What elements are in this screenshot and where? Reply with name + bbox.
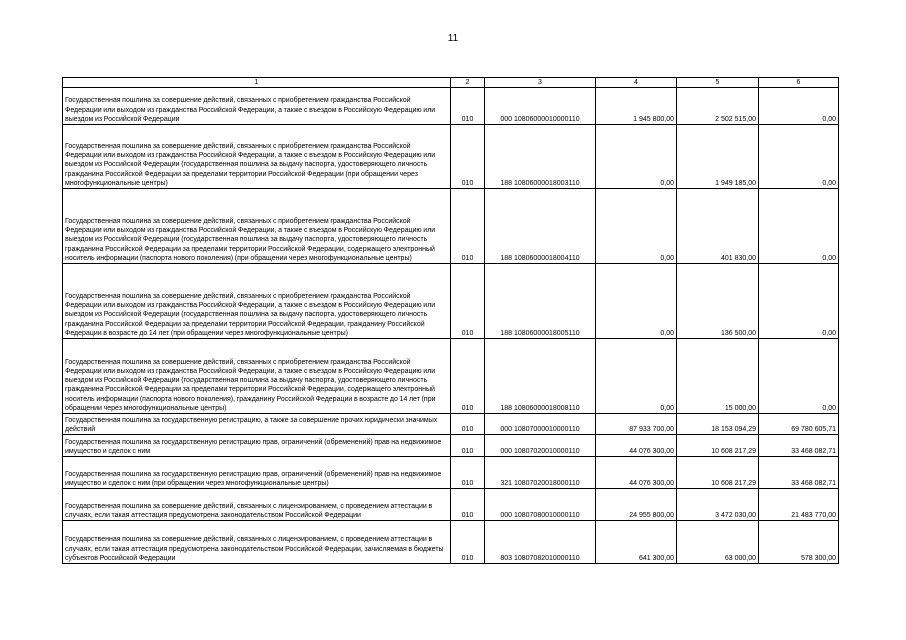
row-description bbox=[63, 189, 451, 264]
row-value-col5: 10 608 217,29 bbox=[677, 457, 759, 489]
row-value-col4: 0,00 bbox=[596, 339, 677, 414]
row-description-text: Государственная пошлина за государственную регистрацию, а также за совершение прочих юридически значимых действий bbox=[65, 416, 438, 433]
report-table bbox=[62, 77, 839, 564]
row-line-code: 010 bbox=[451, 264, 485, 339]
row-description bbox=[63, 264, 451, 339]
row-description-text: Государственная пошлина за государственную регистрацию прав, ограничений (обременений) прав на недвижимое имущество и сделок с ним (при обращении через многофункциональные центры) bbox=[65, 470, 442, 487]
table-row bbox=[63, 88, 839, 125]
row-value-col5: 63 000,00 bbox=[677, 521, 759, 564]
row-value-col4: 44 076 300,00 bbox=[596, 435, 677, 457]
row-description bbox=[63, 339, 451, 414]
row-value-col5: 1 949 185,00 bbox=[677, 125, 759, 189]
row-description-text: Государственная пошлина за совершение действий, связанных с приобретением гражданства Российской Федерации или выходом из гражданства Российской Федерации, а также с въездом в Российскую Федерацию или выездом из Российской Федерации (государственная пошлина за выдачу паспорта, удостоверяющего личность гражданина Российской Федерации за пределами территории Российской Федерации, содержащего электронный носитель информации (паспорта нового поколения) (при обращении через многофункциональные центры) bbox=[65, 217, 436, 262]
row-value-col5: 15 000,00 bbox=[677, 339, 759, 414]
row-description bbox=[63, 125, 451, 189]
header-row bbox=[63, 78, 839, 88]
row-value-col6: 33 468 082,71 bbox=[759, 457, 839, 489]
row-value-col4: 87 933 700,00 bbox=[596, 414, 677, 435]
row-value-col6: 0,00 bbox=[759, 125, 839, 189]
row-line-code: 010 bbox=[451, 414, 485, 435]
row-value-col4: 1 945 800,00 bbox=[596, 88, 677, 125]
row-line-code: 010 bbox=[451, 339, 485, 414]
table-row bbox=[63, 264, 839, 339]
row-value-col6: 0,00 bbox=[759, 264, 839, 339]
row-description-text: Государственная пошлина за совершение действий, связанных с лицензированием, с проведением аттестации в случаях, если такая аттестация предусмотрена законодательством Российской Федерации, зачисляемая в бюджеты субъектов Российской Федерации bbox=[65, 536, 444, 562]
row-description bbox=[63, 88, 451, 125]
row-value-col5: 3 472 030,00 bbox=[677, 489, 759, 521]
row-value-col4: 0,00 bbox=[596, 125, 677, 189]
row-value-col6: 33 468 082,71 bbox=[759, 435, 839, 457]
row-description-text: Государственная пошлина за совершение действий, связанных с приобретением гражданства Российской Федерации или выходом из гражданства Российской Федерации, а также с въездом в Российскую Федерацию или выездом из Российской Федерации (государственная пошлина за выдачу паспорта, удостоверяющего личность гражданина Российской Федерации за пределами территории Российской Федерации, гражданину Российской Федерации в возрасте до 14 лет (при обращении через многофункциональные центры) bbox=[65, 292, 436, 337]
page-number: 11 bbox=[447, 33, 459, 44]
row-value-col4: 641 300,00 bbox=[596, 521, 677, 564]
table-row bbox=[63, 435, 839, 457]
row-description-text: Государственная пошлина за совершение действий, связанных с приобретением гражданства Российской Федерации или выходом из гражданства Российской Федерации, а также с въездом в Российскую Федерацию или выездом из Российской Федерации bbox=[65, 97, 436, 123]
header-col-6: 6 bbox=[759, 78, 839, 88]
row-budget-code: 188 10806000018008110 bbox=[485, 339, 596, 414]
table-row bbox=[63, 457, 839, 489]
row-line-code: 010 bbox=[451, 88, 485, 125]
row-line-code: 010 bbox=[451, 125, 485, 189]
row-value-col4: 44 076 300,00 bbox=[596, 457, 677, 489]
row-description bbox=[63, 435, 451, 457]
row-line-code: 010 bbox=[451, 435, 485, 457]
row-description-text: Государственная пошлина за совершение действий, связанных с лицензированием, с проведением аттестации в случаях, если такая аттестация предусмотрена законодательством Российской Федерации bbox=[65, 502, 433, 519]
row-line-code: 010 bbox=[451, 489, 485, 521]
row-budget-code: 000 10807000010000110 bbox=[485, 414, 596, 435]
row-value-col4: 24 955 800,00 bbox=[596, 489, 677, 521]
table-row bbox=[63, 414, 839, 435]
header-col-3: 3 bbox=[485, 78, 596, 88]
row-budget-code: 188 10806000018003110 bbox=[485, 125, 596, 189]
header-col-2: 2 bbox=[451, 78, 485, 88]
row-description-text: Государственная пошлина за государственную регистрацию прав, ограничений (обременений) прав на недвижимое имущество и сделок с ним bbox=[65, 438, 442, 455]
row-description bbox=[63, 414, 451, 435]
row-description bbox=[63, 489, 451, 521]
row-value-col4: 0,00 bbox=[596, 264, 677, 339]
row-budget-code: 188 10806000018004110 bbox=[485, 189, 596, 264]
row-budget-code: 000 10807020010000110 bbox=[485, 435, 596, 457]
row-value-col6: 0,00 bbox=[759, 339, 839, 414]
row-budget-code: 321 10807020018000110 bbox=[485, 457, 596, 489]
table-row bbox=[63, 521, 839, 564]
row-description bbox=[63, 521, 451, 564]
row-budget-code: 000 10806000010000110 bbox=[485, 88, 596, 125]
row-budget-code: 188 10806000018005110 bbox=[485, 264, 596, 339]
row-value-col4: 0,00 bbox=[596, 189, 677, 264]
row-line-code: 010 bbox=[451, 189, 485, 264]
row-value-col6: 578 300,00 bbox=[759, 521, 839, 564]
row-description bbox=[63, 457, 451, 489]
row-budget-code: 000 10807080010000110 bbox=[485, 489, 596, 521]
row-line-code: 010 bbox=[451, 521, 485, 564]
header-col-5: 5 bbox=[677, 78, 759, 88]
table-row bbox=[63, 125, 839, 189]
table-row bbox=[63, 189, 839, 264]
row-value-col5: 2 502 515,00 bbox=[677, 88, 759, 125]
row-value-col6: 0,00 bbox=[759, 88, 839, 125]
table-row bbox=[63, 489, 839, 521]
header-col-4: 4 bbox=[596, 78, 677, 88]
row-value-col6: 0,00 bbox=[759, 189, 839, 264]
row-budget-code: 803 10807082010000110 bbox=[485, 521, 596, 564]
row-value-col5: 10 608 217,29 bbox=[677, 435, 759, 457]
row-value-col5: 136 500,00 bbox=[677, 264, 759, 339]
row-value-col5: 401 830,00 bbox=[677, 189, 759, 264]
table-row bbox=[63, 339, 839, 414]
row-value-col6: 69 780 605,71 bbox=[759, 414, 839, 435]
row-description-text: Государственная пошлина за совершение действий, связанных с приобретением гражданства Российской Федерации или выходом из гражданства Российской Федерации, а также с въездом в Российскую Федерацию или выездом из Российской Федерации (государственная пошлина за выдачу паспорта, удостоверяющего личность гражданина Российской Федерации за пределами территории Российской Федерации, содержащего электронный носитель информации (паспорта нового поколения), гражданину Российской Федерации в возрасте до 14 лет (при обращении через многофункциональные центры) bbox=[65, 358, 436, 412]
row-value-col5: 18 153 094,29 bbox=[677, 414, 759, 435]
header-col-1: 1 bbox=[63, 78, 451, 88]
row-value-col6: 21 483 770,00 bbox=[759, 489, 839, 521]
row-description-text: Государственная пошлина за совершение действий, связанных с приобретением гражданства Российской Федерации или выходом из гражданства Российской Федерации, а также с въездом в Российскую Федерацию или выездом из Российской Федерации (государственная пошлина за выдачу паспорта, удостоверяющего личность гражданина Российской Федерации за пределами территории Российской Федерации (при обращении через многофункциональные центры) bbox=[65, 142, 436, 187]
row-line-code: 010 bbox=[451, 457, 485, 489]
